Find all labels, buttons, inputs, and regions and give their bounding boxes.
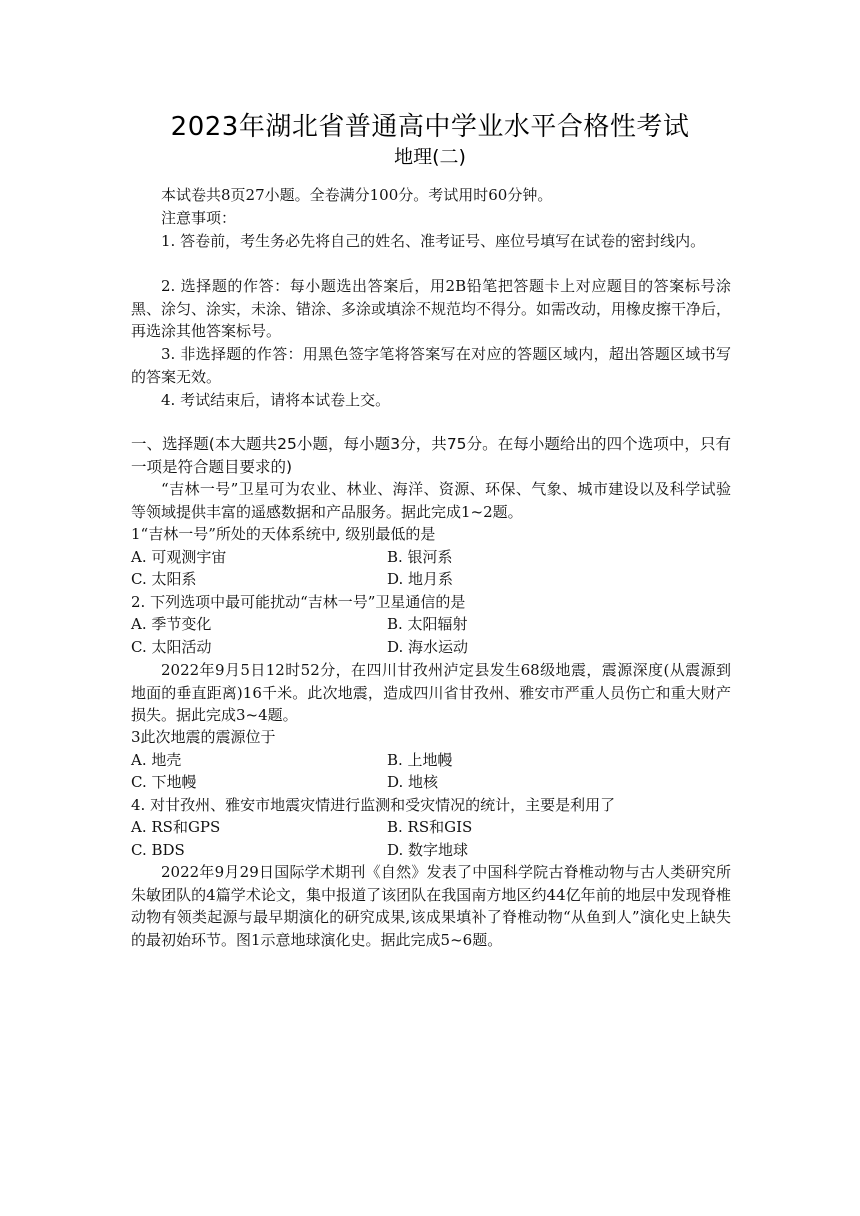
notice-heading: 注意事项： <box>161 209 237 227</box>
question-2-option-a: A. 季节变化 <box>131 615 212 633</box>
question-2-stem: 2. 下列选项中最可能扰动“吉林一号”卫星通信的是 <box>131 593 466 611</box>
passage-2: 2022年9月5日12时52分，在四川甘孜州泸定县发生68级地震，震源深度(从震源到地面的垂直距离)16千米。此次地震，造成四川省甘孜州、雅安市严重人员伤亡和重大财产损失。据此完成3~4题。 <box>131 661 731 725</box>
notice-item-3: 3. 非选择题的作答：用黑色签字笔将答案写在对应的答题区域内，超出答题区域书写的答案无效。 <box>131 345 731 386</box>
question-3-option-a: A. 地壳 <box>131 751 182 769</box>
question-3-stem: 3此次地震的震源位于 <box>131 728 276 746</box>
question-1-option-a: A. 可观测宇宙 <box>131 548 227 566</box>
question-4-option-a: A. RS和GPS <box>131 818 221 836</box>
question-4-option-b: B. RS和GIS <box>387 818 473 836</box>
question-1-stem: 1“吉林一号”所处的天体系统中, 级别最低的是 <box>131 525 436 543</box>
question-2-option-b: B. 太阳辐射 <box>387 615 468 633</box>
question-1-option-b: B. 银河系 <box>387 548 453 566</box>
notice-item-4: 4. 考试结束后，请将本试卷上交。 <box>161 391 391 409</box>
question-2-option-d: D. 海水运动 <box>387 638 469 656</box>
notice-item-2: 2. 选择题的作答：每小题选出答案后，用2B铅笔把答题卡上对应题目的答案标号涂黑、涂匀、涂实，未涂、错涂、多涂或填涂不规范均不得分。如需改动，用橡皮擦干净后，再选涂其他答案标号。 <box>131 277 732 341</box>
exam-title: 2023年湖北省普通高中学业水平合格性考试 <box>170 112 690 142</box>
section-heading: 一、选择题(本大题共25小题，每小题3分，共75分。在每小题给出的四个选项中，只有一项是符合题目要求的) <box>131 435 731 476</box>
passage-1: “吉林一号”卫星可为农业、林业、海洋、资源、环保、气象、城市建设以及科学试验等领域提供丰富的遥感数据和产品服务。据此完成1~2题。 <box>131 480 731 521</box>
question-1-option-c: C. 太阳系 <box>131 570 197 588</box>
question-1-option-d: D. 地月系 <box>387 570 454 588</box>
notice-item-1: 1. 答卷前，考生务必先将自己的姓名、准考证号、座位号填写在试卷的密封线内。 <box>161 232 706 250</box>
question-3-option-d: D. 地核 <box>387 773 439 791</box>
question-3-option-b: B. 上地幔 <box>387 751 453 769</box>
exam-subtitle: 地理(二) <box>394 146 466 168</box>
question-4-option-d: D. 数字地球 <box>387 841 469 859</box>
intro-text: 本试卷共8页27小题。全卷满分100分。考试用时60分钟。 <box>161 186 553 204</box>
passage-3: 2022年9月29日国际学术期刊《自然》发表了中国科学院古脊椎动物与古人类研究所朱敏团队的4篇学术论文，集中报道了该团队在我国南方地区约44亿年前的地层中发现脊椎动物有领类起源与最早期演化的研究成果,该成果填补了脊椎动物“从鱼到人”演化史上缺失的最初始环节。图1示意地球演化史。据此完成5~6题。 <box>131 863 731 949</box>
question-3-option-c: C. 下地幔 <box>131 773 197 791</box>
question-2-option-c: C. 太阳活动 <box>131 638 212 656</box>
question-4-option-c: C. BDS <box>131 841 185 859</box>
question-4-stem: 4. 对甘孜州、雅安市地震灾情进行监测和受灾情况的统计，主要是利用了 <box>131 796 616 814</box>
